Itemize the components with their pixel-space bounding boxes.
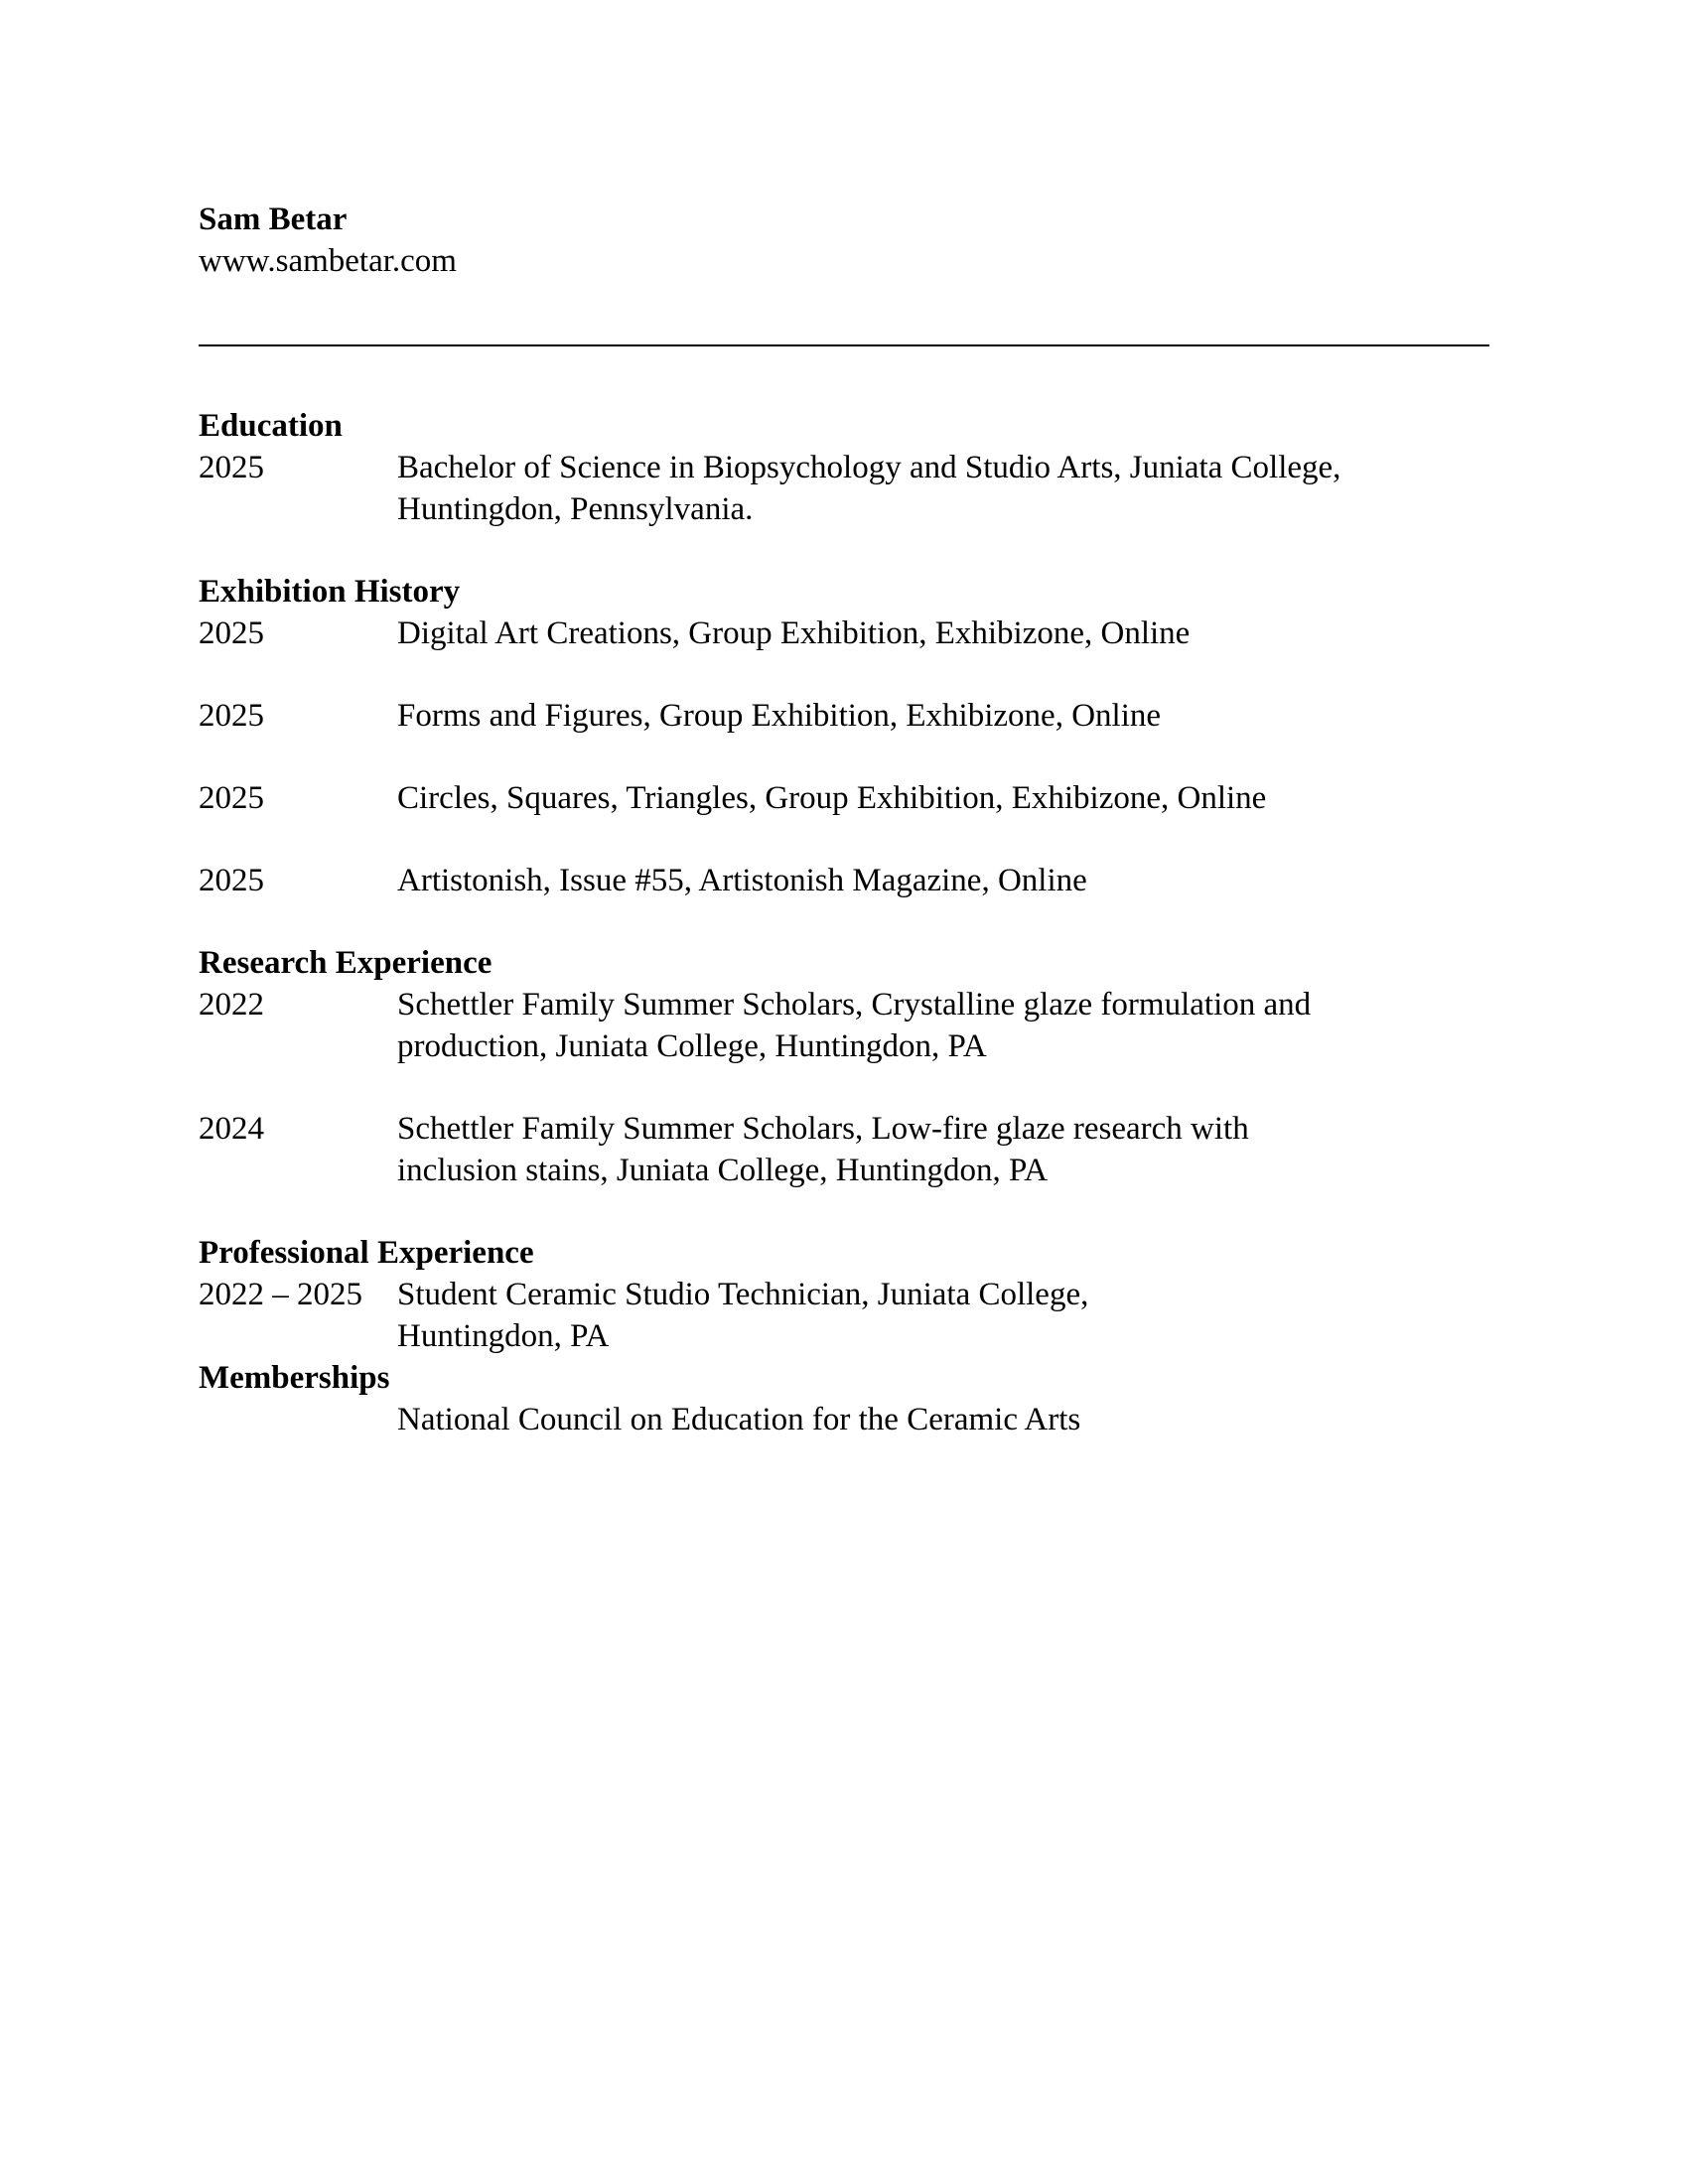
research-entry: [199, 984, 1489, 1067]
entry-line: Bachelor of Science in Biopsychology and Studio Arts, Juniata College,: [397, 450, 1341, 485]
entry-description: [397, 860, 1390, 901]
professional-entry: [199, 1274, 1489, 1357]
education-section: [199, 405, 1489, 530]
entry-date: 2025: [199, 863, 264, 898]
entry-date: 2025: [199, 615, 264, 651]
section-heading-exhibition: Exhibition History: [199, 574, 461, 610]
section-heading-professional: Professional Experience: [199, 1235, 534, 1271]
entry-date: 2022 – 2025: [199, 1277, 362, 1312]
entry-line: Schettler Family Summer Scholars, Low-fire glaze research with: [397, 1111, 1249, 1147]
entry-date: 2025: [199, 698, 264, 734]
entry-date: 2025: [199, 450, 264, 485]
memberships-section: [199, 1357, 1489, 1440]
entry-description: [397, 447, 1390, 530]
entry-line: Schettler Family Summer Scholars, Crystalline glaze formulation and: [397, 987, 1312, 1023]
exhibition-entry: [199, 613, 1489, 654]
section-heading-memberships: Memberships: [199, 1360, 390, 1396]
exhibition-entry: [199, 860, 1489, 901]
entry-line: Student Ceramic Studio Technician, Juniata College,: [397, 1277, 1089, 1312]
exhibition-entry: [199, 695, 1489, 737]
entry-date: 2024: [199, 1111, 264, 1147]
entry-description: [397, 984, 1390, 1067]
membership-entry: [199, 1399, 1489, 1440]
entry-description: [397, 613, 1390, 654]
spacer: [199, 901, 1489, 942]
spacer: [199, 819, 1489, 860]
entry-line: Circles, Squares, Triangles, Group Exhibition, Exhibizone, Online: [397, 780, 1267, 816]
spacer: [199, 530, 1489, 571]
section-heading-research: Research Experience: [199, 945, 492, 981]
professional-section: [199, 1232, 1489, 1357]
website-link[interactable]: www.sambetar.com: [199, 243, 457, 279]
entry-date: 2025: [199, 780, 264, 816]
spacer: [199, 1067, 1489, 1108]
spacer: [199, 737, 1489, 777]
cv-body: [199, 405, 1489, 1440]
cv-header: [199, 199, 1489, 282]
spacer: [199, 654, 1489, 695]
person-name: Sam Betar: [199, 202, 348, 237]
entry-line: National Council on Education for the Ceramic Arts: [397, 1402, 1081, 1437]
entry-description: [397, 695, 1390, 737]
header-divider: [199, 344, 1489, 346]
education-entry: [199, 447, 1489, 530]
entry-line: inclusion stains, Juniata College, Huntingdon, PA: [397, 1153, 1049, 1188]
entry-description: [397, 1399, 1390, 1440]
entry-line: Huntingdon, Pennsylvania.: [397, 491, 754, 527]
entry-line: Forms and Figures, Group Exhibition, Exhibizone, Online: [397, 698, 1162, 734]
research-section: [199, 942, 1489, 1191]
entry-line: Digital Art Creations, Group Exhibition, Exhibizone, Online: [397, 615, 1191, 651]
entry-date: 2022: [199, 987, 264, 1023]
spacer: [199, 1191, 1489, 1232]
exhibition-section: [199, 571, 1489, 901]
research-entry: [199, 1108, 1489, 1191]
exhibition-entry: [199, 777, 1489, 819]
entry-line: production, Juniata College, Huntingdon, PA: [397, 1028, 987, 1064]
section-heading-education: Education: [199, 408, 343, 444]
entry-description: [397, 1274, 1390, 1357]
entry-description: [397, 777, 1390, 819]
entry-line: Huntingdon, PA: [397, 1318, 610, 1354]
entry-description: [397, 1108, 1390, 1191]
entry-line: Artistonish, Issue #55, Artistonish Magazine, Online: [397, 863, 1087, 898]
